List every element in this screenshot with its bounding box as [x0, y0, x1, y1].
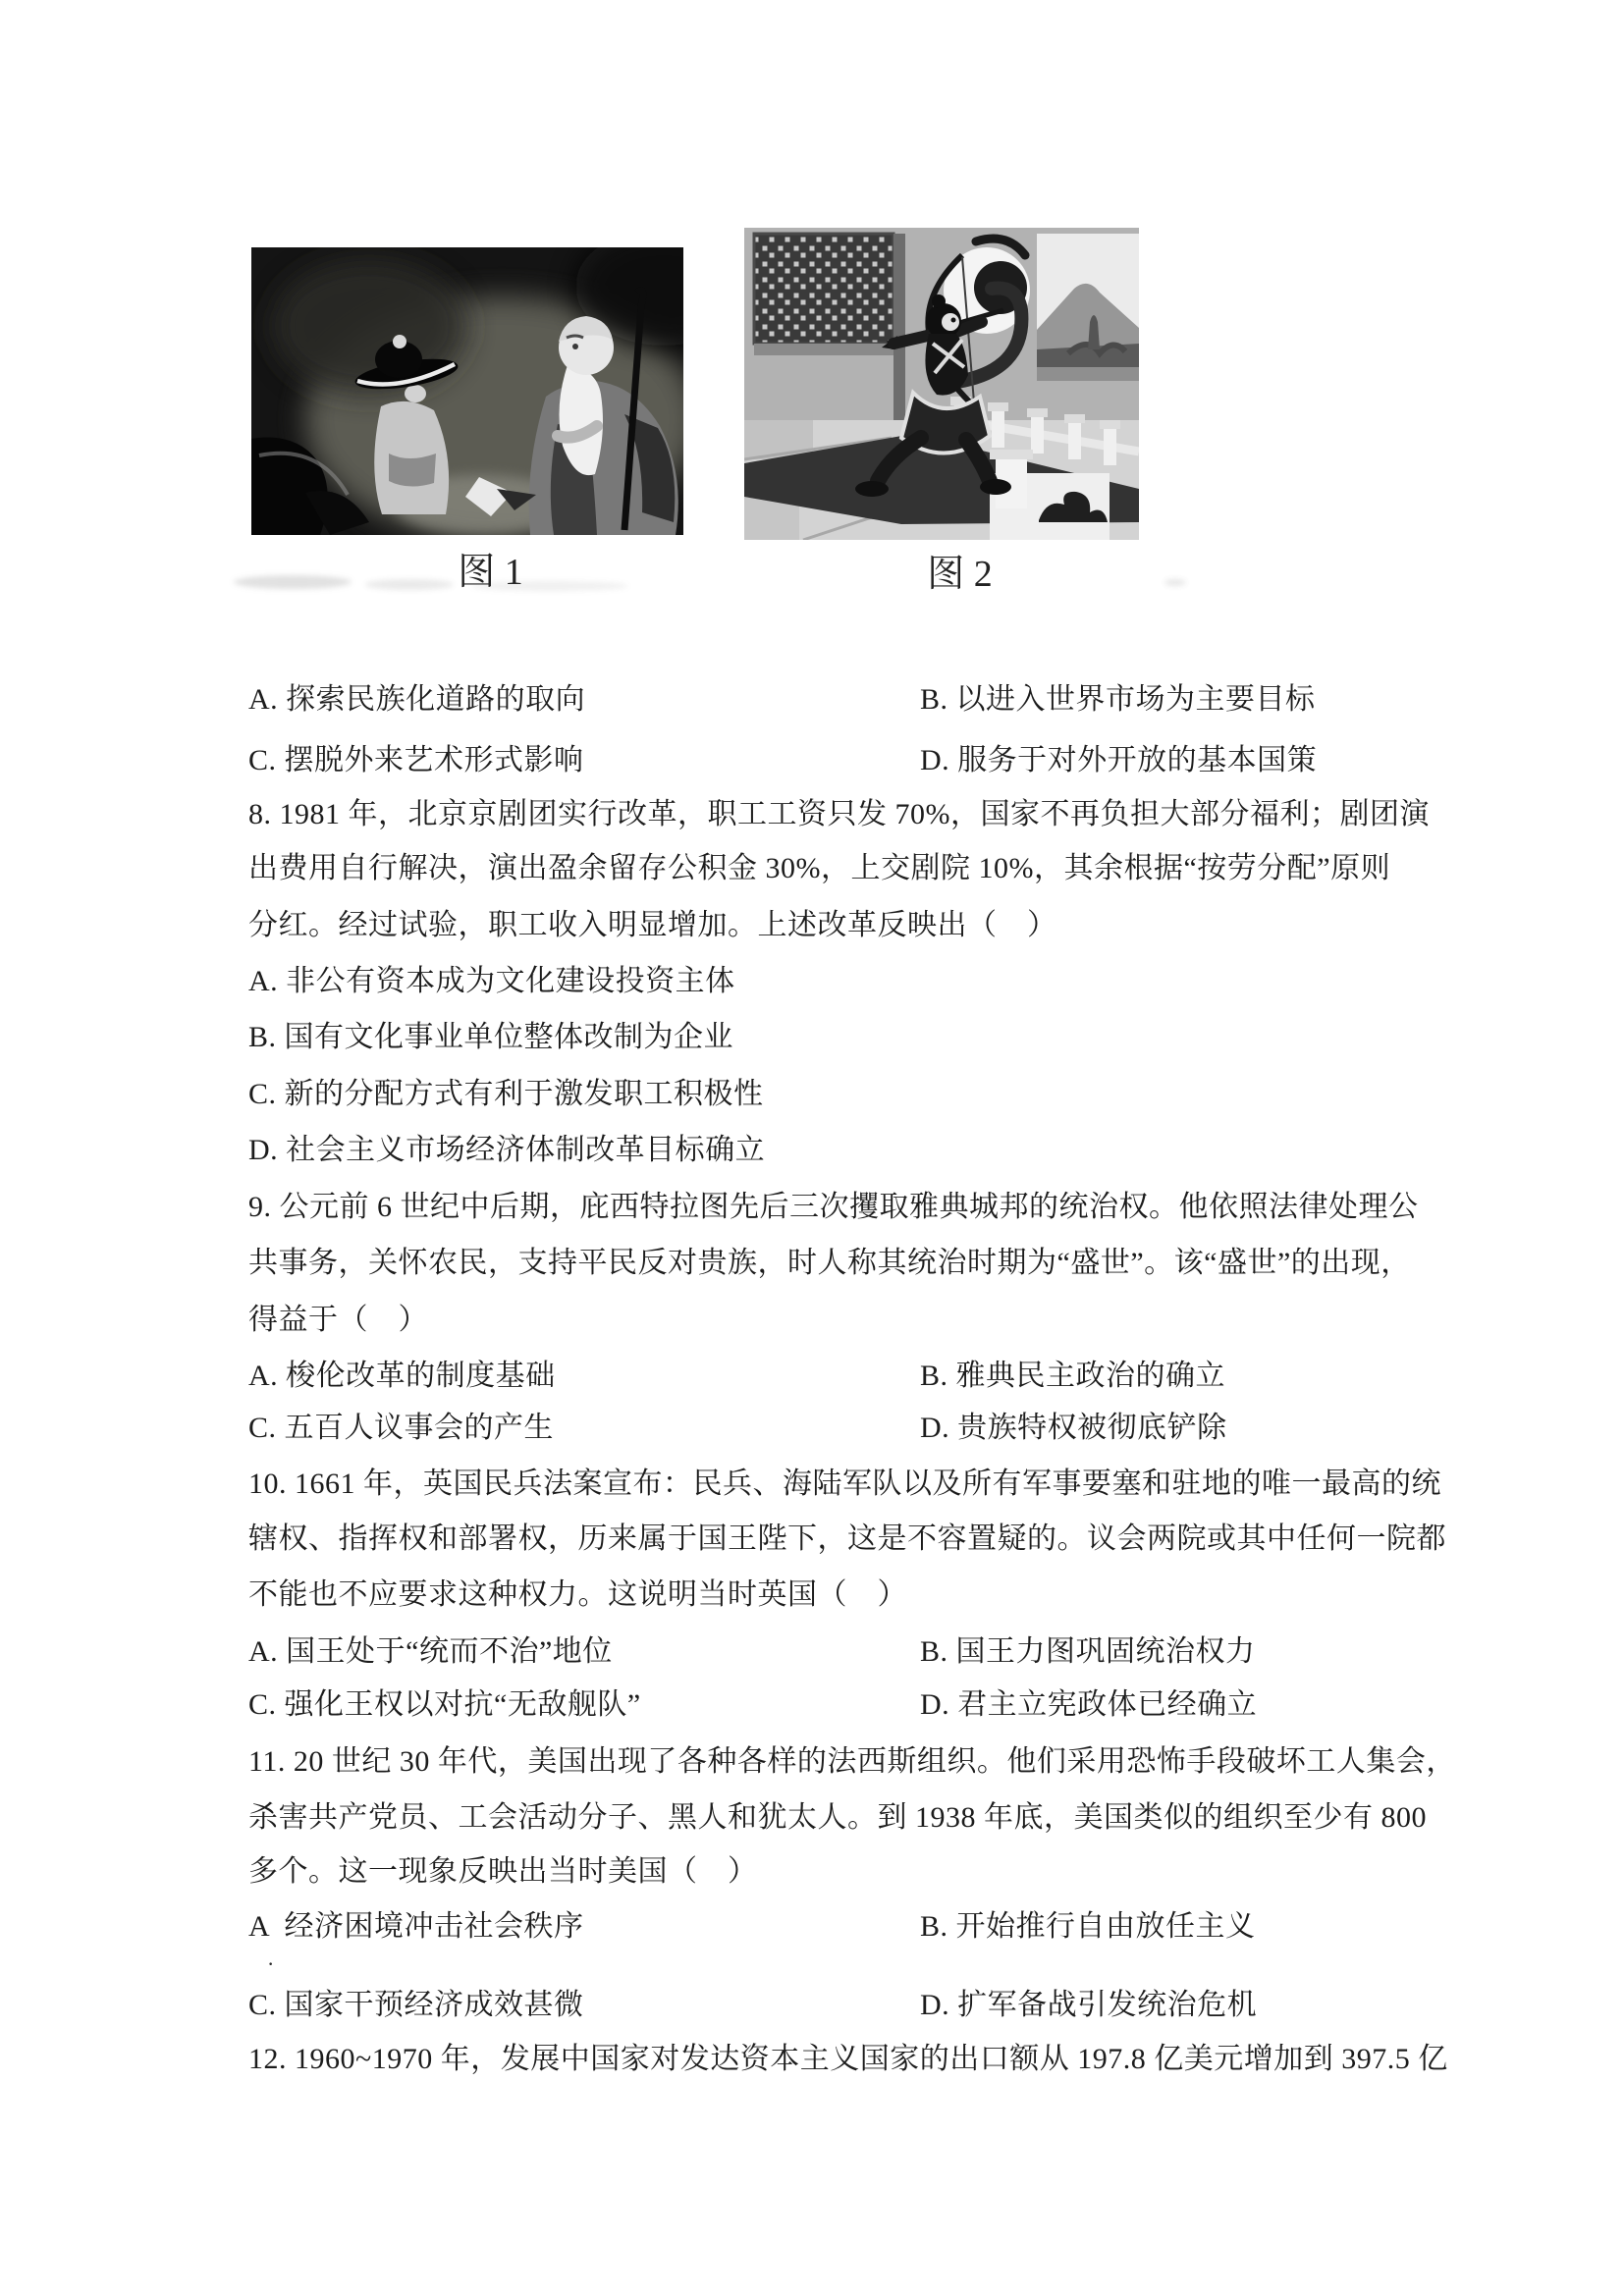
- q11-option-a: A 经济困境冲击社会秩序: [248, 1910, 584, 1943]
- q8-stem-line3: 分红。经过试验，职工收入明显增加。上述改革反映出（ ）: [248, 909, 1057, 941]
- scan-smudge: [234, 575, 352, 589]
- q9-stem-line3: 得益于（ ）: [248, 1304, 428, 1336]
- figure1-film-still: [251, 247, 683, 535]
- q10-stem-line1: 10. 1661 年，英国民兵法案宣布：民兵、海陆军队以及所有军事要塞和驻地的唯一最高的统: [248, 1468, 1441, 1500]
- q11-stem-line3: 多个。这一现象反映出当时美国（ ）: [248, 1855, 758, 1888]
- q9-option-a: A. 梭伦改革的制度基础: [248, 1360, 556, 1392]
- scan-smudge: [365, 579, 454, 590]
- figure1-caption: 图 1: [458, 552, 523, 593]
- stray-ink-mark: ·: [267, 1951, 275, 1976]
- q8-stem-line2: 出费用自行解决，演出盈余留存公积金 30%，上交剧院 10%，其余根据“按劳分配”原则: [248, 852, 1391, 884]
- q8-option-a: A. 非公有资本成为文化建设投资主体: [248, 965, 735, 997]
- q8-stem-line1: 8. 1981 年，北京京剧团实行改革，职工工资只发 70%，国家不再负担大部分福利；剧团演: [248, 798, 1430, 830]
- lattice-window: [754, 234, 893, 344]
- q7-option-b: B. 以进入世界市场为主要目标: [920, 683, 1316, 716]
- q8-option-b: B. 国有文化事业单位整体改制为企业: [248, 1021, 734, 1053]
- q9-option-d: D. 贵族特权被彻底铲除: [920, 1412, 1227, 1444]
- q8-option-c: C. 新的分配方式有利于激发职工积极性: [248, 1078, 764, 1110]
- q10-stem-line3: 不能也不应要求这种权力。这说明当时英国（ ）: [248, 1578, 907, 1611]
- scan-smudge: [1164, 579, 1186, 586]
- q9-stem-line2: 共事务，关怀农民，支持平民反对贵族，时人称其统治时期为“盛世”。该“盛世”的出现，: [248, 1247, 1411, 1279]
- q11-option-b: B. 开始推行自由放任主义: [920, 1910, 1256, 1943]
- q11-stem-line1: 11. 20 世纪 30 年代，美国出现了各种各样的法西斯组织。他们采用恐怖手段破坏工人集会，: [248, 1745, 1456, 1778]
- q10-option-a: A. 国王处于“统而不治”地位: [248, 1635, 613, 1668]
- q9-stem-line1: 9. 公元前 6 世纪中后期，庇西特拉图先后三次攫取雅典城邦的统治权。他依照法律处理公: [248, 1191, 1419, 1223]
- q9-option-c: C. 五百人议事会的产生: [248, 1412, 555, 1444]
- q7-option-c: C. 摆脱外来艺术形式影响: [248, 744, 584, 776]
- figure2-image: [744, 228, 1139, 540]
- q10-stem-line2: 辖权、指挥权和部署权，历来属于国王陛下，这是不容置疑的。议会两院或其中任何一院都: [248, 1522, 1446, 1555]
- q8-option-d: D. 社会主义市场经济体制改革目标确立: [248, 1134, 766, 1166]
- scan-smudge: [471, 581, 628, 591]
- figure2-caption: 图 2: [927, 554, 993, 595]
- q11-stem-line2: 杀害共产党员、工会活动分子、黑人和犹太人。到 1938 年底，美国类似的组织至少有 800: [248, 1801, 1427, 1834]
- q10-option-b: B. 国王力图巩固统治权力: [920, 1635, 1256, 1668]
- q11-option-d: D. 扩军备战引发统治危机: [920, 1989, 1258, 2021]
- figure2-film-still: [744, 228, 1139, 540]
- q10-option-c: C. 强化王权以对抗“无敌舰队”: [248, 1688, 641, 1721]
- q7-option-d: D. 服务于对外开放的基本国策: [920, 744, 1318, 776]
- q12-stem-line1: 12. 1960~1970 年，发展中国家对发达资本主义国家的出口额从 197.8 亿美元增加到 397.5 亿: [248, 2043, 1448, 2075]
- q7-option-a: A. 探索民族化道路的取向: [248, 683, 586, 716]
- figure1-image: [251, 247, 683, 535]
- q9-option-b: B. 雅典民主政治的确立: [920, 1360, 1226, 1392]
- palace-background: [1037, 234, 1139, 381]
- q11-option-c: C. 国家干预经济成效甚微: [248, 1989, 584, 2021]
- q10-option-d: D. 君主立宪政体已经确立: [920, 1688, 1258, 1721]
